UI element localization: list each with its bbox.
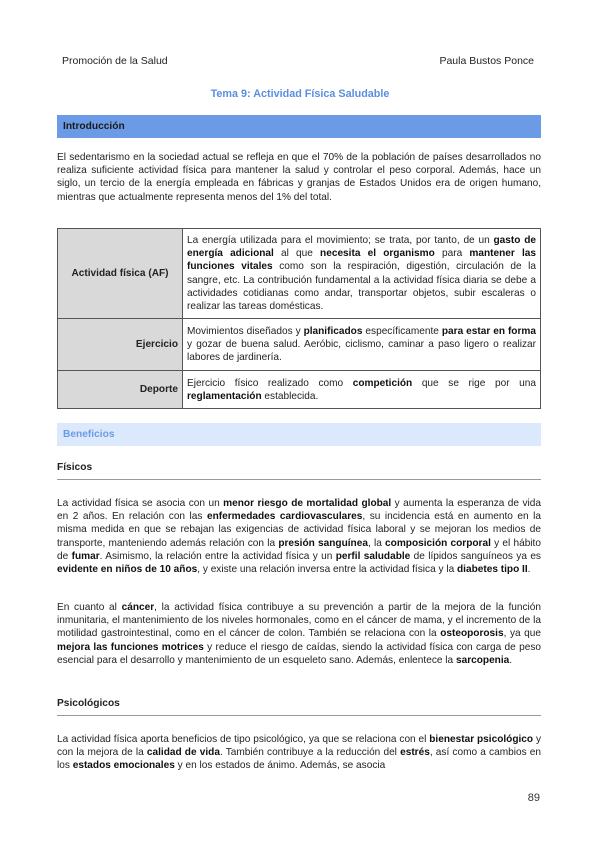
bold-term: estrés	[400, 747, 430, 759]
bold-term: mantener las funciones vitales	[187, 248, 536, 273]
bold-term: reglamentación	[187, 390, 262, 402]
table-row	[58, 229, 541, 319]
term-cell: Deporte	[58, 371, 183, 409]
bold-term: competición	[352, 377, 413, 389]
page-title: Tema 9: Actividad Física Saludable	[210, 88, 390, 100]
bold-term: composición corporal	[385, 537, 491, 549]
bold-term: osteoporosis	[440, 628, 504, 640]
bold-term: estados emocionales	[72, 760, 175, 772]
bold-term: diabetes tipo II	[457, 564, 528, 576]
bold-term: planificados	[303, 325, 363, 337]
running-header-course: Promoción de la Salud	[62, 55, 168, 67]
definition-cell: La energía utilizada para el movimiento; se trata, por tanto, de un gasto de energía adicional al que necesita el organismo para mantener las funciones vitales como son la respiración, digestión, circulación de la sangre, etc. La contribución fundamental a la actividad física diaria se debe a actividades cotidianas como andar, transportar objetos, subir escaleras o realizar las tareas domésticas.	[183, 229, 541, 319]
bold-term: mejora las funciones motrices	[57, 641, 204, 653]
table-row	[58, 319, 541, 371]
physical-paragraph-1: La actividad física se asocia con un menor riesgo de mortalidad global y aumenta la esperanza de vida en 2 años. En relación con las enfermedades cardiovasculares, su incidencia está en aumento en la misma medida en que se rebajan las exigencias de actividad física laboral y se mejoran los medios de transporte, manteniendo además relación con la presión sanguínea, la composición corporal y el hábito de fumar. Asimismo, la relación entre la actividad física y un perfil saludable de lípidos sanguíneos ya es evidente en niños de 10 años, y existe una relación inversa entre la actividad física y la diabetes tipo II.	[57, 498, 542, 576]
section-heading-introduction: Introducción	[57, 115, 541, 138]
divider	[57, 715, 541, 716]
definition-cell: Ejercicio físico realizado como competición que se rige por una reglamentación establecida.	[183, 371, 541, 409]
bold-term: evidente en niños de 10 años	[57, 564, 198, 576]
bold-term: bienestar psicológico	[429, 734, 534, 745]
bold-term: sarcopenia	[455, 654, 510, 666]
bold-term: presión sanguínea	[278, 537, 368, 549]
subheading-physical: Físicos	[57, 462, 93, 473]
intro-paragraph: El sedentarismo en la sociedad actual se refleja en que el 70% de la población de países desarrollados no realiza suficiente actividad física para mantener la salud y controlar el peso corporal. Además, hace un siglo, un tercio de la energía empleada en fábricas y granjas de Estados Unidos era de origen humano, mientras que actualmente representa menos del 1% del total.	[57, 152, 541, 203]
running-header-author: Paula Bustos Ponce	[439, 55, 534, 67]
bold-term: enfermedades cardiovasculares	[206, 511, 363, 523]
definition-cell: Movimientos diseñados y planificados específicamente para estar en forma y gozar de buena salud. Aeróbic, ciclismo, caminar a paso ligero o realizar labores de jardinería.	[183, 319, 541, 371]
table-row	[58, 371, 541, 409]
bold-term: fumar	[71, 550, 100, 562]
bold-term: perfil saludable	[335, 550, 411, 562]
definitions-table	[57, 228, 541, 409]
divider	[57, 479, 541, 480]
bold-term: para estar en forma	[441, 325, 536, 337]
bold-term: calidad de vida	[146, 747, 220, 759]
bold-term: necesita el organismo	[320, 248, 435, 260]
bold-term: gasto de energía adicional	[187, 235, 536, 260]
bold-term: cáncer	[121, 602, 155, 613]
term-cell: Ejercicio	[58, 319, 183, 371]
physical-paragraph-2: En cuanto al cáncer, la actividad física contribuye a su prevención a partir de la mejora de la función inmunitaria, el mantenimiento de los niveles hormonales, como en el cáncer de mama, y el incremento de la motilidad gastrointestinal, como en el cáncer de colon. También se relaciona con la osteoporosis, ya que mejora las funciones motrices y reduce el riesgo de caídas, siendo la actividad física con carga de peso esencial para el desarrollo y mantenimiento de un esqueleto sano. Además, enlentece la sarcopenia.	[57, 602, 542, 666]
bold-term: menor riesgo de mortalidad global	[223, 498, 392, 509]
section-heading-benefits: Beneficios	[57, 423, 541, 446]
term-cell: Actividad física (AF)	[58, 229, 183, 319]
page-number: 89	[527, 792, 540, 804]
psychological-paragraph-1: La actividad física aporta beneficios de tipo psicológico, ya que se relaciona con el bienestar psicológico y con la mejora de la calidad de vida. También contribuye a la reducción del estrés, así como a cambios en los estados emocionales y en los estados de ánimo. Además, se asocia	[57, 734, 542, 772]
subheading-psychological: Psicológicos	[57, 698, 120, 709]
